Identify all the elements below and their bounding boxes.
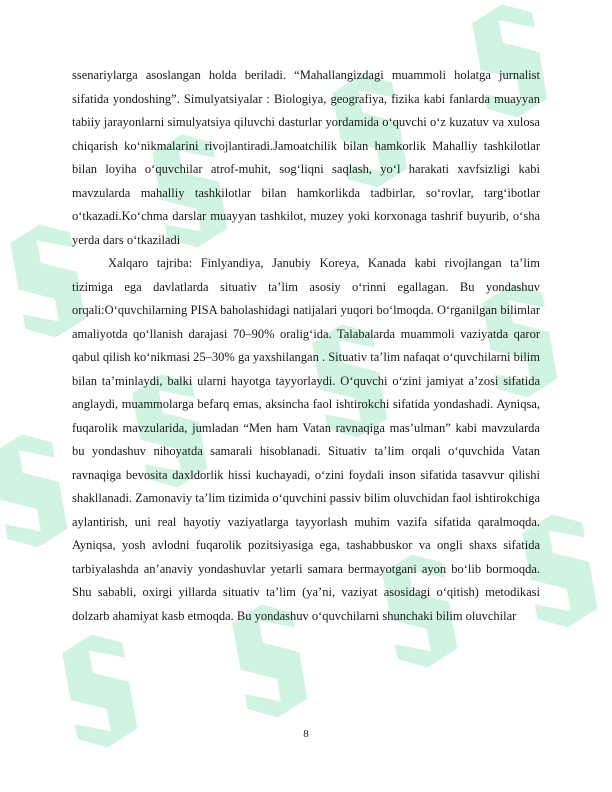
paragraph-1: ssenariylarga asoslangan holda beriladi. “Mahallangizdagi muammoli holatga jurnalist sifatida yondoshing”. Simulyatsiyalar : Biologiya, geografiya, fizika kabi fanlarda muayyan tabiiy jarayonlarni simulyatsiya qiluvchi dasturlar yordamida o‘quvchi o‘z kuzatuv va xulosa chiqarish ko‘nikmalarini rivojlantiradi.Jamoatchilik bilan hamkorlik Mahalliy tashkilotlar bilan loyiha o‘quvchilar atrof-muhit, sog‘liqni saqlash, yo‘l harakati xavfsizligi kabi mavzularda mahalliy tashkilotlar bilan hamkorlikda tadbirlar, so‘rovlar, targ‘ibotlar o‘tkazadi.Ko‘chma darslar muayyan tashkilot, muzey yoki korxonaga tashrif buyurib, o‘sha yerda dars o‘tkaziladi	[72, 68, 540, 247]
paragraph-2: Xalqaro tajriba: Finlyandiya, Janubiy Koreya, Kanada kabi rivojlangan ta’lim tizimiga ega davlatlarda situativ ta’lim asosiy o‘rinni egallagan. Bu yondashuv orqali:O‘quvchilarning PISA baholashidagi natijalari yuqori bo‘lmoqda. O‘rganilgan bilimlar amaliyotda qo‘llanish darajasi 70–90% oralig‘ida. Talabalarda muammoli vaziyatda qaror qabul qilish ko‘nikmasi 25–30% ga yaxshilangan . Situativ ta’lim nafaqat o‘quvchilarni bilim bilan ta’minlaydi, balki ularni hayotga tayyorlaydi. O‘quvchi o‘zini jamiyat a’zosi sifatida anglaydi, muammolarga befarq emas, aksincha faol ishtirokchi sifatida yondashadi. Ayniqsa, fuqarolik mavzularida, jumladan “Men ham Vatan ravnaqiga mas’ulman” kabi mavzularda bu yondashuv nihoyatda samarali hisoblanadi. Situativ ta’lim orqali o‘quvchida Vatan ravnaqiga bevosita daxldorlik hissi kuchayadi, o‘zini foydali inson sifatida tasavvur qilishi shakllanadi. Zamonaviy ta’lim tizimida o‘quvchini passiv bilim oluvchidan faol ishtirokchiga aylantirish, uni real hayotiy vaziyatlarga tayyorlash muhim vazifa sifatida qaralmoqda. Ayniqsa, yosh avlodni fuqarolik pozitsiyasiga ega, tashabbuskor va ongli shaxs sifatida tarbiyalashda an’anaviy yondashuvlar yetarli samara bermayotgani ayon bo‘lib bormoqda. Shu sababli, oxirgi yillarda situativ ta’lim (ya’ni, vaziyat asosidagi o‘qitish) metodikasi dolzarb ahamiyat kasb etmoqda. Bu yondashuv o‘quvchilarni shunchaki bilim oluvchilar	[72, 256, 540, 623]
page-number: 8	[303, 728, 309, 740]
s-logo-watermark-icon	[0, 429, 70, 552]
body-text	[72, 64, 540, 628]
